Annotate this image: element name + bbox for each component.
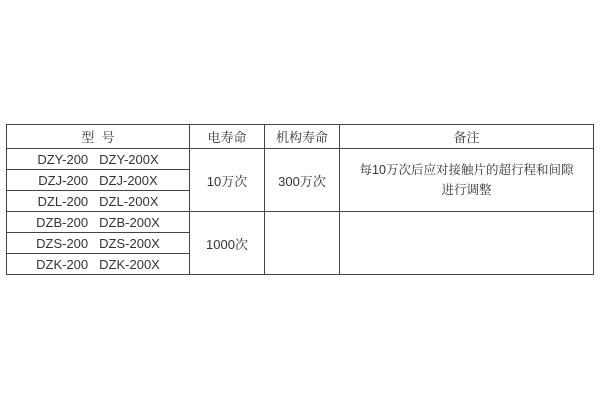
col-header-electrical-life: 电寿命 [190, 125, 265, 149]
model-name: DZL-200X [99, 193, 159, 209]
mechanical-life-cell [265, 212, 340, 275]
remarks-cell [340, 212, 594, 275]
col-header-model: 型 号 [7, 125, 190, 149]
model-pair [7, 215, 189, 230]
electrical-life-cell: 1000次 [190, 212, 265, 275]
model-cell [7, 191, 190, 212]
relay-lifespan-table [6, 124, 594, 275]
model-name: DZS-200X [99, 235, 160, 251]
table-row [7, 212, 594, 233]
model-name: DZY-200 [37, 151, 89, 167]
model-pair [7, 236, 189, 251]
model-pair [7, 173, 189, 188]
model-name: DZB-200 [36, 214, 89, 230]
electrical-life-cell: 10万次 [190, 149, 265, 212]
remark-line: 每10万次后应对接触片的超行程和间隙 [359, 163, 574, 177]
model-name: DZS-200 [36, 235, 89, 251]
model-name: DZB-200X [99, 214, 160, 230]
col-header-remarks: 备注 [340, 125, 594, 149]
model-name: DZJ-200 [38, 172, 89, 188]
model-name: DZL-200 [37, 193, 89, 209]
model-pair [7, 152, 189, 167]
table-row [7, 149, 594, 170]
model-name: DZK-200X [99, 256, 160, 272]
model-cell [7, 149, 190, 170]
model-cell [7, 212, 190, 233]
remarks-cell [340, 149, 594, 212]
model-pair [7, 257, 189, 272]
model-cell [7, 254, 190, 275]
remark-line: 进行调整 [441, 183, 492, 197]
mechanical-life-cell: 300万次 [265, 149, 340, 212]
model-pair [7, 194, 189, 209]
model-name: DZY-200X [99, 151, 159, 167]
model-cell [7, 170, 190, 191]
model-cell [7, 233, 190, 254]
col-header-mechanical-life: 机构寿命 [265, 125, 340, 149]
header-row [7, 125, 594, 149]
model-name: DZJ-200X [99, 172, 158, 188]
model-name: DZK-200 [36, 256, 89, 272]
